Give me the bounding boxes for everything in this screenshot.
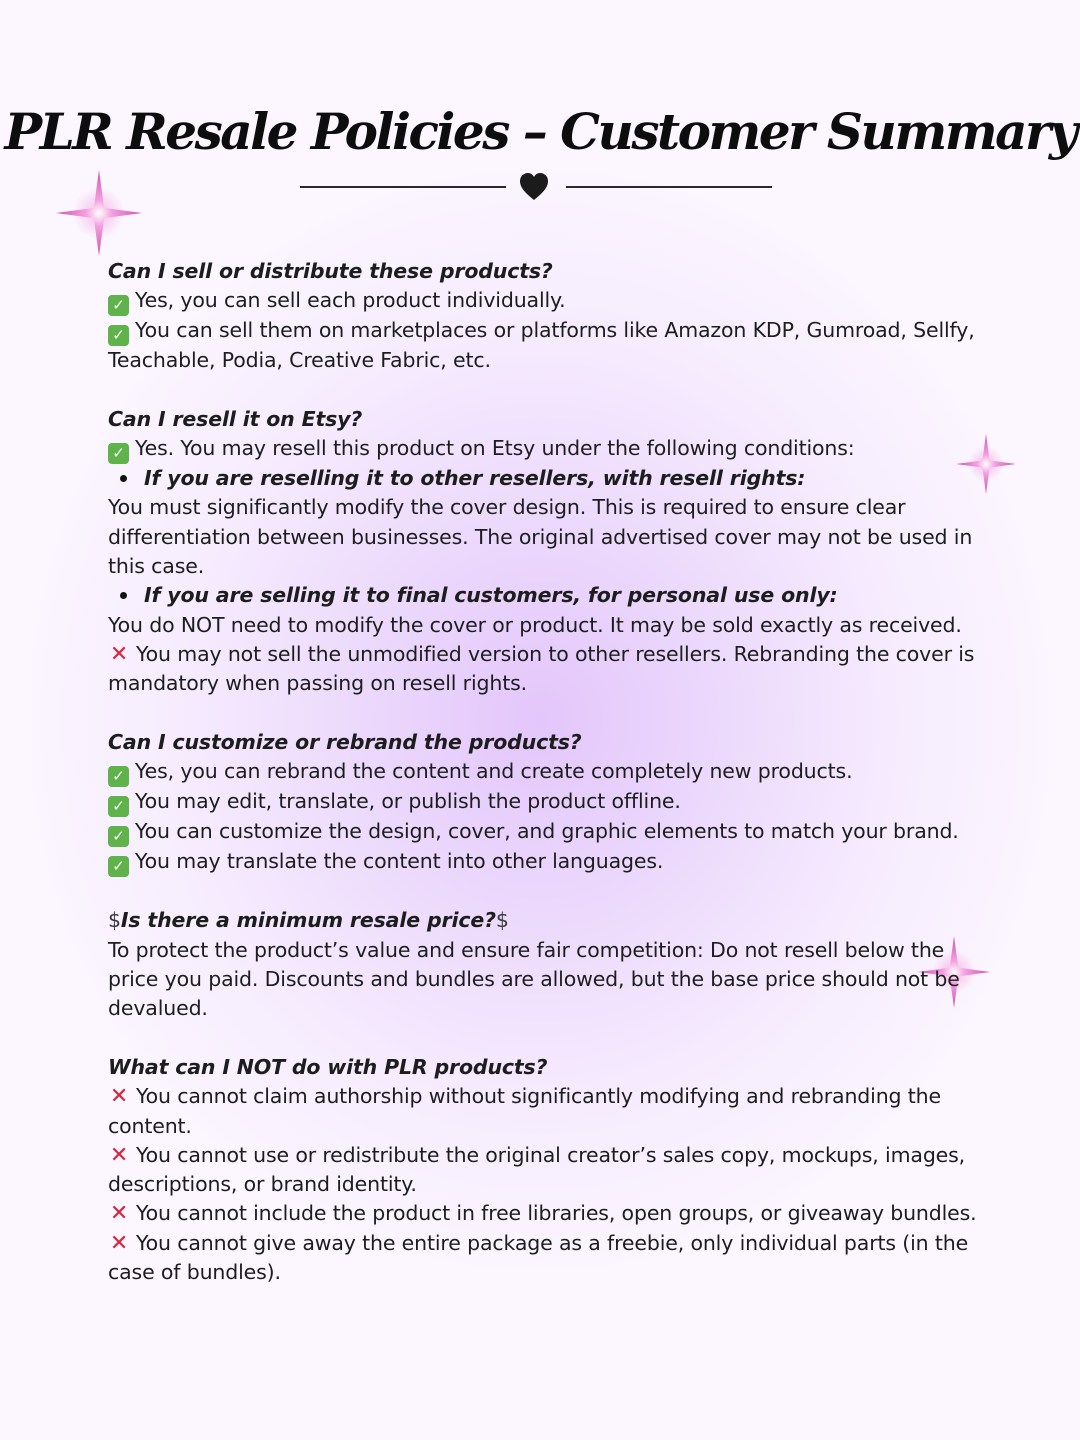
sparkle-icon — [56, 170, 142, 256]
check-icon: ✓ — [108, 325, 129, 346]
cross-icon: ✕ — [109, 1230, 129, 1256]
list-item: ✕ You cannot use or redistribute the original creator’s sales copy, mockups, images, descriptions, or brand identity. — [108, 1142, 966, 1197]
cross-icon: ✕ — [109, 1084, 129, 1110]
question-min-price: $Is there a minimum resale price?$ — [108, 908, 509, 933]
paragraph: To protect the product’s value and ensure fair competition: Do not resell below the price you paid. Discounts and bundles are allowed, but the base price should not be devalued. — [108, 937, 960, 1021]
list-item: ✓ You can sell them on marketplaces or platforms like Amazon KDP, Gumroad, Sellfy, Teachable, Podia, Creative Fabric, etc. — [108, 318, 975, 373]
question-etsy: Can I resell it on Etsy? — [108, 406, 363, 431]
bullet-item: If you are reselling it to other resellers, with resell rights: — [108, 464, 988, 493]
dollar-icon: $ — [495, 908, 509, 933]
question-customize: Can I customize or rebrand the products? — [108, 729, 582, 754]
divider-line-left — [300, 186, 506, 188]
divider-line-right — [566, 186, 772, 188]
check-icon: ✓ — [108, 856, 129, 877]
policy-content — [108, 257, 988, 1287]
list-item: ✕ You cannot claim authorship without significantly modifying and rebranding the content. — [108, 1084, 941, 1138]
list-item: ✕ You may not sell the unmodified version to other resellers. Rebranding the cover is mandatory when passing on resell rights. — [108, 641, 975, 696]
paragraph: You do NOT need to modify the cover or product. It may be sold exactly as received. — [108, 612, 962, 637]
check-icon: ✓ — [108, 826, 129, 847]
list-item: ✓ Yes, you can sell each product individually. — [108, 286, 988, 316]
list-item: ✕ You cannot include the product in free libraries, open groups, or giveaway bundles. — [108, 1199, 988, 1228]
list-item: ✓ You may translate the content into other languages. — [108, 847, 988, 877]
list-item: ✓ Yes. You may resell this product on Etsy under the following conditions: — [108, 434, 988, 464]
title-divider — [300, 170, 772, 204]
question-not-allowed: What can I NOT do with PLR products? — [108, 1054, 548, 1079]
list-item: ✓ You may edit, translate, or publish the product offline. — [108, 787, 988, 817]
page-title: PLR Resale Policies – Customer Summary — [4, 102, 1076, 161]
check-icon: ✓ — [108, 443, 129, 464]
dollar-icon: $ — [108, 908, 121, 933]
check-icon: ✓ — [108, 766, 129, 787]
list-item: ✓ Yes, you can rebrand the content and create completely new products. — [108, 757, 988, 787]
list-item: ✓ You can customize the design, cover, and graphic elements to match your brand. — [108, 817, 988, 847]
bullet-item: If you are selling it to final customers, for personal use only: — [108, 581, 988, 610]
cross-icon: ✕ — [109, 641, 129, 667]
paragraph: You must significantly modify the cover design. This is required to ensure clear differentiation between businesses. The original advertised cover may not be used in this case. — [108, 495, 973, 579]
cross-icon: ✕ — [109, 1201, 129, 1227]
cross-icon: ✕ — [109, 1142, 129, 1168]
heart-icon — [518, 172, 550, 202]
question-sell-distribute: Can I sell or distribute these products? — [108, 259, 553, 283]
check-icon: ✓ — [108, 295, 129, 316]
check-icon: ✓ — [108, 796, 129, 817]
list-item: ✕ You cannot give away the entire package as a freebie, only individual parts (in the case of bundles). — [108, 1230, 969, 1285]
